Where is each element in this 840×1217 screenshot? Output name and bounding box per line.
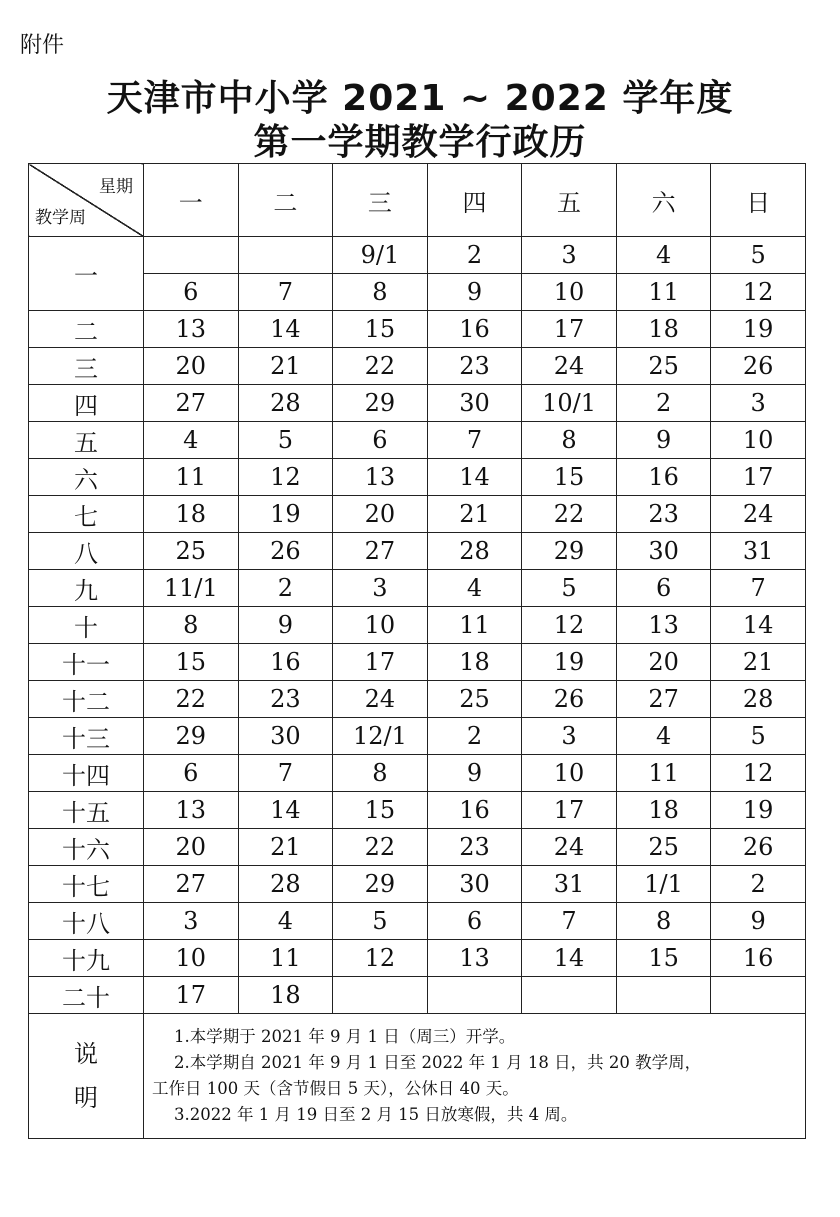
date-cell: 11/1 — [144, 570, 239, 607]
week-number-cell: 二 — [29, 311, 144, 348]
date-cell: 7 — [238, 274, 333, 311]
date-cell: 14 — [711, 607, 806, 644]
date-cell: 5 — [522, 570, 617, 607]
week-number-cell: 九 — [29, 570, 144, 607]
date-cell: 27 — [616, 681, 711, 718]
date-cell: 16 — [238, 644, 333, 681]
date-cell: 17 — [144, 977, 239, 1014]
date-cell: 10 — [333, 607, 428, 644]
date-cell: 15 — [616, 940, 711, 977]
date-cell: 2 — [238, 570, 333, 607]
date-cell: 12 — [333, 940, 428, 977]
date-cell: 19 — [711, 311, 806, 348]
week-row — [29, 792, 806, 829]
date-cell: 18 — [144, 496, 239, 533]
date-cell: 9 — [711, 903, 806, 940]
corner-header-cell — [29, 164, 144, 237]
date-cell: 24 — [333, 681, 428, 718]
week-row — [29, 274, 806, 311]
date-cell: 13 — [616, 607, 711, 644]
week-number-cell: 十三 — [29, 718, 144, 755]
date-cell: 9 — [427, 274, 522, 311]
week-row — [29, 311, 806, 348]
date-cell: 28 — [427, 533, 522, 570]
date-cell: 13 — [144, 792, 239, 829]
day-header-wed: 三 — [333, 164, 428, 237]
date-cell: 3 — [522, 237, 617, 274]
date-cell: 7 — [427, 422, 522, 459]
date-cell: 2 — [427, 718, 522, 755]
date-cell: 10 — [522, 755, 617, 792]
date-cell — [427, 977, 522, 1014]
week-row — [29, 977, 806, 1014]
date-cell: 2 — [711, 866, 806, 903]
week-row — [29, 718, 806, 755]
date-cell: 17 — [711, 459, 806, 496]
date-cell: 24 — [711, 496, 806, 533]
date-cell: 14 — [522, 940, 617, 977]
date-cell: 15 — [333, 792, 428, 829]
date-cell: 29 — [522, 533, 617, 570]
date-cell: 30 — [238, 718, 333, 755]
date-cell: 12 — [522, 607, 617, 644]
date-cell: 9 — [238, 607, 333, 644]
date-cell: 2 — [616, 385, 711, 422]
date-cell: 8 — [333, 274, 428, 311]
date-cell: 25 — [616, 829, 711, 866]
date-cell: 28 — [711, 681, 806, 718]
date-cell: 15 — [333, 311, 428, 348]
date-cell: 13 — [144, 311, 239, 348]
date-cell: 6 — [144, 274, 239, 311]
week-number-cell: 三 — [29, 348, 144, 385]
date-cell: 30 — [427, 385, 522, 422]
week-number-cell: 六 — [29, 459, 144, 496]
document-title: 天津市中小学 2021 ~ 2022 学年度 — [106, 78, 734, 119]
day-header-sun: 日 — [711, 164, 806, 237]
week-row — [29, 755, 806, 792]
week-row — [29, 607, 806, 644]
date-cell: 20 — [333, 496, 428, 533]
note-line: 1.本学期于 2021 年 9 月 1 日（周三）开学。 — [174, 1027, 516, 1046]
date-cell: 21 — [238, 348, 333, 385]
week-row — [29, 237, 806, 274]
date-cell: 11 — [616, 755, 711, 792]
date-cell: 4 — [144, 422, 239, 459]
date-cell: 24 — [522, 829, 617, 866]
date-cell — [144, 237, 239, 274]
date-cell: 6 — [427, 903, 522, 940]
date-cell: 17 — [522, 792, 617, 829]
date-cell — [711, 977, 806, 1014]
date-cell: 14 — [238, 792, 333, 829]
weekday-axis-label: 星期 — [99, 177, 133, 197]
date-cell: 23 — [238, 681, 333, 718]
date-cell: 22 — [333, 829, 428, 866]
date-cell: 9 — [427, 755, 522, 792]
date-cell: 8 — [522, 422, 617, 459]
date-cell: 8 — [616, 903, 711, 940]
week-number-cell: 十四 — [29, 755, 144, 792]
date-cell: 29 — [333, 866, 428, 903]
date-cell: 5 — [333, 903, 428, 940]
week-number-cell: 十二 — [29, 681, 144, 718]
date-cell: 23 — [427, 829, 522, 866]
date-cell — [616, 977, 711, 1014]
date-cell: 10 — [144, 940, 239, 977]
day-header-fri: 五 — [522, 164, 617, 237]
week-number-cell: 十一 — [29, 644, 144, 681]
day-header-tue: 二 — [238, 164, 333, 237]
date-cell: 26 — [522, 681, 617, 718]
date-cell: 18 — [616, 792, 711, 829]
date-cell: 5 — [711, 718, 806, 755]
header-row — [29, 164, 806, 237]
notes-row — [29, 1014, 806, 1139]
date-cell: 3 — [144, 903, 239, 940]
date-cell: 18 — [238, 977, 333, 1014]
date-cell: 20 — [144, 348, 239, 385]
date-cell: 31 — [711, 533, 806, 570]
date-cell: 10 — [522, 274, 617, 311]
date-cell: 17 — [522, 311, 617, 348]
week-number-cell: 四 — [29, 385, 144, 422]
date-cell: 11 — [144, 459, 239, 496]
week-number-cell: 一 — [29, 237, 144, 311]
date-cell: 13 — [427, 940, 522, 977]
date-cell: 31 — [522, 866, 617, 903]
week-number-cell: 七 — [29, 496, 144, 533]
date-cell: 16 — [427, 311, 522, 348]
date-cell: 1/1 — [616, 866, 711, 903]
date-cell: 14 — [427, 459, 522, 496]
week-row — [29, 570, 806, 607]
date-cell: 18 — [616, 311, 711, 348]
date-cell: 14 — [238, 311, 333, 348]
date-cell: 5 — [711, 237, 806, 274]
date-cell: 23 — [427, 348, 522, 385]
date-cell: 6 — [616, 570, 711, 607]
note-line: 2.本学期自 2021 年 9 月 1 日至 2022 年 1 月 18 日，共 20 教学周， — [174, 1053, 702, 1072]
week-number-cell: 二十 — [29, 977, 144, 1014]
date-cell: 2 — [427, 237, 522, 274]
week-number-cell: 十七 — [29, 866, 144, 903]
date-cell: 19 — [522, 644, 617, 681]
date-cell: 4 — [238, 903, 333, 940]
week-row — [29, 866, 806, 903]
date-cell: 9 — [616, 422, 711, 459]
date-cell: 19 — [238, 496, 333, 533]
week-number-cell: 十八 — [29, 903, 144, 940]
date-cell: 16 — [616, 459, 711, 496]
date-cell: 8 — [333, 755, 428, 792]
date-cell: 7 — [238, 755, 333, 792]
date-cell: 12 — [238, 459, 333, 496]
date-cell: 5 — [238, 422, 333, 459]
date-cell: 28 — [238, 385, 333, 422]
date-cell: 15 — [522, 459, 617, 496]
week-number-cell: 十 — [29, 607, 144, 644]
date-cell: 10/1 — [522, 385, 617, 422]
notes-content — [144, 1014, 806, 1139]
date-cell: 20 — [616, 644, 711, 681]
date-cell: 16 — [427, 792, 522, 829]
date-cell: 22 — [333, 348, 428, 385]
date-cell: 26 — [238, 533, 333, 570]
date-cell: 25 — [616, 348, 711, 385]
week-row — [29, 681, 806, 718]
date-cell: 7 — [522, 903, 617, 940]
week-row — [29, 533, 806, 570]
date-cell: 3 — [522, 718, 617, 755]
notes-label — [29, 1014, 144, 1139]
date-cell: 21 — [427, 496, 522, 533]
date-cell: 4 — [616, 237, 711, 274]
week-number-cell: 十五 — [29, 792, 144, 829]
date-cell: 6 — [144, 755, 239, 792]
date-cell: 11 — [427, 607, 522, 644]
week-row — [29, 459, 806, 496]
week-axis-label: 教学周 — [35, 208, 86, 228]
date-cell — [333, 977, 428, 1014]
date-cell: 6 — [333, 422, 428, 459]
note-line: 工作日 100 天（含节假日 5 天），公休日 40 天。 — [152, 1079, 519, 1098]
date-cell — [238, 237, 333, 274]
date-cell: 13 — [333, 459, 428, 496]
date-cell: 12/1 — [333, 718, 428, 755]
date-cell: 4 — [427, 570, 522, 607]
date-cell: 17 — [333, 644, 428, 681]
date-cell: 27 — [144, 385, 239, 422]
date-cell: 29 — [333, 385, 428, 422]
date-cell: 26 — [711, 348, 806, 385]
calendar-body — [29, 164, 806, 1139]
date-cell: 9/1 — [333, 237, 428, 274]
week-row — [29, 385, 806, 422]
date-cell: 11 — [616, 274, 711, 311]
date-cell: 28 — [238, 866, 333, 903]
date-cell — [522, 977, 617, 1014]
week-row — [29, 422, 806, 459]
week-row — [29, 940, 806, 977]
date-cell: 10 — [711, 422, 806, 459]
notes-label-text: 说 明 — [74, 1040, 98, 1112]
date-cell: 24 — [522, 348, 617, 385]
day-header-mon: 一 — [144, 164, 239, 237]
date-cell: 15 — [144, 644, 239, 681]
date-cell: 3 — [333, 570, 428, 607]
date-cell: 12 — [711, 274, 806, 311]
date-cell: 20 — [144, 829, 239, 866]
date-cell: 27 — [144, 866, 239, 903]
date-cell: 30 — [427, 866, 522, 903]
day-header-sat: 六 — [616, 164, 711, 237]
date-cell: 25 — [144, 533, 239, 570]
date-cell: 21 — [238, 829, 333, 866]
calendar-table — [28, 163, 806, 1139]
week-row — [29, 644, 806, 681]
week-number-cell: 十六 — [29, 829, 144, 866]
date-cell: 12 — [711, 755, 806, 792]
week-row — [29, 829, 806, 866]
date-cell: 4 — [616, 718, 711, 755]
date-cell: 30 — [616, 533, 711, 570]
week-row — [29, 496, 806, 533]
date-cell: 27 — [333, 533, 428, 570]
date-cell: 21 — [711, 644, 806, 681]
attachment-label: 附件 — [20, 33, 65, 58]
week-row — [29, 903, 806, 940]
date-cell: 22 — [144, 681, 239, 718]
week-number-cell: 八 — [29, 533, 144, 570]
week-number-cell: 五 — [29, 422, 144, 459]
document-subtitle: 第一学期教学行政历 — [253, 122, 587, 163]
date-cell: 29 — [144, 718, 239, 755]
date-cell: 8 — [144, 607, 239, 644]
date-cell: 22 — [522, 496, 617, 533]
date-cell: 7 — [711, 570, 806, 607]
week-row — [29, 348, 806, 385]
note-line: 3.2022 年 1 月 19 日至 2 月 15 日放寒假，共 4 周。 — [174, 1105, 578, 1124]
date-cell: 23 — [616, 496, 711, 533]
week-number-cell: 十九 — [29, 940, 144, 977]
date-cell: 18 — [427, 644, 522, 681]
date-cell: 3 — [711, 385, 806, 422]
day-header-thu: 四 — [427, 164, 522, 237]
date-cell: 26 — [711, 829, 806, 866]
date-cell: 11 — [238, 940, 333, 977]
date-cell: 25 — [427, 681, 522, 718]
date-cell: 16 — [711, 940, 806, 977]
date-cell: 19 — [711, 792, 806, 829]
